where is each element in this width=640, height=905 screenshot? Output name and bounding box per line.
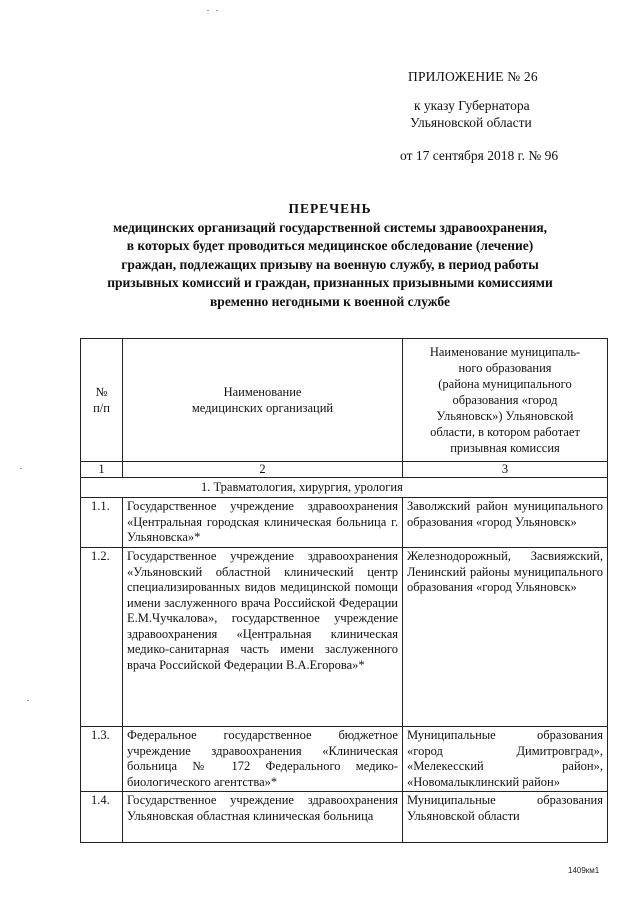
document-code: 1409км1 (568, 866, 600, 875)
row-organization: Государственное учреждение здравоохранения «Центральная городская клиническая больница г. Ульяновска»* (123, 498, 403, 548)
scan-speck (20, 468, 22, 469)
scan-speck (27, 700, 29, 701)
column-number: 2 (123, 462, 403, 478)
row-number: 1.2. (81, 548, 123, 727)
header-municipality-line: образования «город (452, 393, 558, 407)
header-organization-line: медицинских организаций (191, 401, 334, 415)
row-number: 1.1. (81, 498, 123, 548)
column-number-row (81, 462, 608, 478)
organizations-table (80, 338, 608, 843)
section-row (81, 478, 608, 498)
row-municipality: Заволжский район муниципального образования «город Ульяновск» (403, 498, 608, 548)
row-organization: Государственное учреждение здравоохранения Ульяновская областная клиническая больница (123, 792, 403, 843)
title-line: граждан, подлежащих призыву на военную службу, в период работы (121, 256, 539, 272)
title-line: временно негодными к военной службе (210, 293, 450, 309)
title-line: в которых будет проводиться медицинское обследование (лечение) (126, 238, 534, 253)
scan-speck (216, 10, 218, 11)
section-heading: 1. Травматология, хирургия, урология (81, 478, 608, 498)
table-row (81, 548, 608, 727)
header-municipality-line: (района муниципального (438, 377, 572, 391)
header-municipality-line: области, в котором работает (430, 425, 580, 439)
table-row (81, 727, 608, 792)
column-number: 1 (81, 462, 123, 478)
appendix-date: от 17 сентября 2018 г. № 96 (400, 148, 559, 163)
row-number: 1.4. (81, 792, 123, 843)
header-organization-line: Наименование (223, 385, 302, 399)
header-municipality-line: ного образования (458, 361, 552, 375)
row-organization: Федеральное государственное бюджетное учреждение здравоохранения «Клиническая больница № 172 Федерального медико-биологического агентства»* (123, 727, 403, 792)
header-municipality-line: Наименование муниципаль- (429, 345, 581, 359)
appendix-region-line: Ульяновской области (410, 115, 532, 130)
title-line: медицинских организаций государственной системы здравоохранения, (112, 219, 548, 235)
table-header-row (81, 339, 608, 462)
row-number: 1.3. (81, 727, 123, 792)
header-number-line: п/п (93, 401, 110, 415)
row-municipality: Железнодорожный, Засвияжский, Ленинский районы муниципального образования «город Ульяновск» (403, 548, 608, 727)
header-municipality-line: призывная комиссия (450, 441, 560, 455)
table-row (81, 498, 608, 548)
row-organization: Государственное учреждение здравоохранения «Ульяновский областной клинический центр специализированных видов медицинской помощи имени заслуженного врача Российской Федерации Е.М.Чучкалова», государственное учреждение здравоохранения «Центральная клиническая медико-санитарная часть имени заслуженного врача Российской Федерации В.А.Егорова»* (123, 548, 403, 727)
table-row (81, 792, 608, 843)
appendix-block (400, 68, 624, 164)
document-title (60, 200, 600, 311)
header-municipality-line: Ульяновск») Ульяновской (436, 409, 574, 423)
column-number: 3 (403, 462, 608, 478)
header-number-line: № (95, 385, 108, 399)
appendix-decree-line: к указу Губернатора (414, 98, 530, 113)
header-municipality (403, 339, 608, 462)
header-number (81, 339, 123, 462)
title-line: призывных комиссий и граждан, признанных призывными комиссиями (107, 275, 553, 290)
title-main: ПЕРЕЧЕНЬ (288, 201, 372, 216)
appendix-title: ПРИЛОЖЕНИЕ № 26 (408, 69, 538, 84)
header-organization (123, 339, 403, 462)
row-municipality: Муниципальные образования «город Димитровград», «Мелекесский район», «Новомалыклинский район» (403, 727, 608, 792)
scan-speck (207, 10, 209, 11)
row-municipality: Муниципальные образования Ульяновской области (403, 792, 608, 843)
